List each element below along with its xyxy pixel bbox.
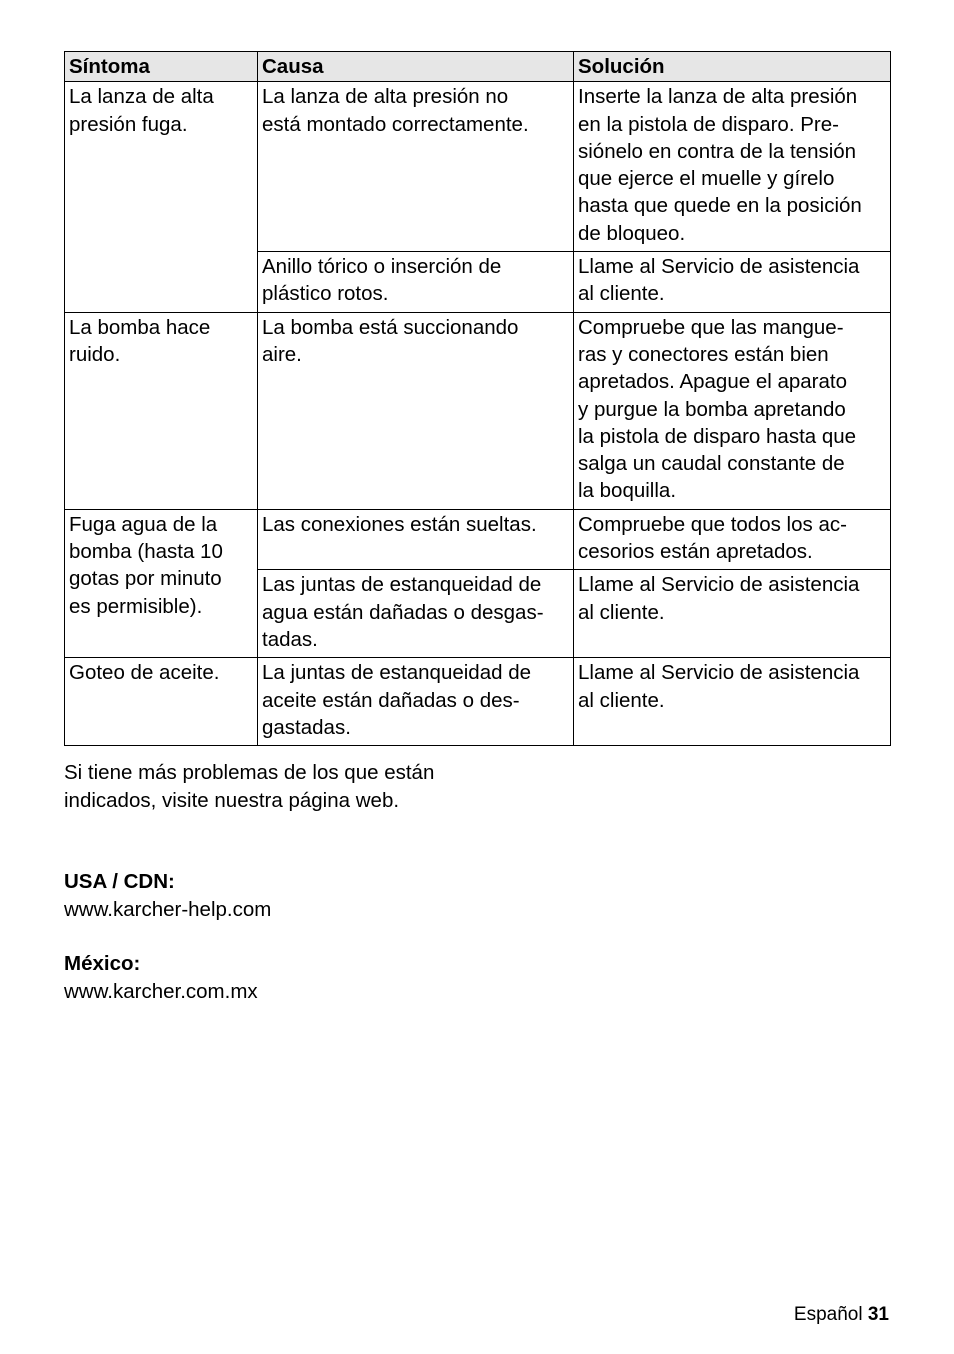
page-number: 31: [867, 1304, 889, 1325]
page-footer: [794, 1302, 889, 1328]
solution-cell: Compruebe que todos los ac- cesorios están apretados.: [574, 509, 891, 570]
cause-cell: La juntas de estanqueidad de aceite están dañadas o des- gastadas.: [258, 658, 574, 746]
header-solution: Solución: [574, 52, 891, 82]
cause-cell: La lanza de alta presión no está montado correctamente.: [258, 82, 574, 252]
solution-cell: Inserte la lanza de alta presión en la pistola de disparo. Pre- siónelo en contra de la tensión que ejerce el muelle y gírelo hasta que quede en la posición de bloqueo.: [574, 82, 891, 252]
solution-cell: Llame al Servicio de asistencia al cliente.: [574, 658, 891, 746]
cause-cell: Las conexiones están sueltas.: [258, 509, 574, 570]
header-cause: Causa: [258, 52, 574, 82]
symptom-cell: La lanza de alta presión fuga.: [65, 82, 258, 312]
usa-url[interactable]: www.karcher-help.com: [64, 898, 272, 921]
table-row: [65, 312, 891, 509]
table-row: [65, 509, 891, 570]
table-row: [65, 658, 891, 746]
header-symptom: Síntoma: [65, 52, 258, 82]
cause-cell: La bomba está succionando aire.: [258, 312, 574, 509]
mexico-label: México:: [64, 952, 141, 975]
solution-cell: Compruebe que las mangue- ras y conectores están bien apretados. Apague el aparato y purgue la bomba apretando la pistola de disparo hasta que salga un caudal constante de la boquilla.: [574, 312, 891, 509]
solution-cell: Llame al Servicio de asistencia al cliente.: [574, 570, 891, 658]
symptom-cell: La bomba hace ruido.: [65, 312, 258, 509]
solution-cell: Llame al Servicio de asistencia al cliente.: [574, 252, 891, 313]
footer-language: Español: [793, 1304, 863, 1325]
troubleshooting-table: [64, 51, 891, 746]
table-header-row: [65, 52, 891, 82]
cause-cell: Las juntas de estanqueidad de agua están dañadas o desgas- tadas.: [258, 570, 574, 658]
usa-label: USA / CDN:: [64, 870, 175, 893]
symptom-cell: Fuga agua de la bomba (hasta 10 gotas por minuto es permisible).: [65, 509, 258, 657]
symptom-cell: Goteo de aceite.: [65, 658, 258, 746]
mexico-url[interactable]: www.karcher.com.mx: [64, 980, 258, 1003]
table-row: [65, 82, 891, 252]
more-problems-note: Si tiene más problemas de los que están indicados, visite nuestra página web.: [64, 761, 435, 812]
cause-cell: Anillo tórico o inserción de plástico rotos.: [258, 252, 574, 313]
